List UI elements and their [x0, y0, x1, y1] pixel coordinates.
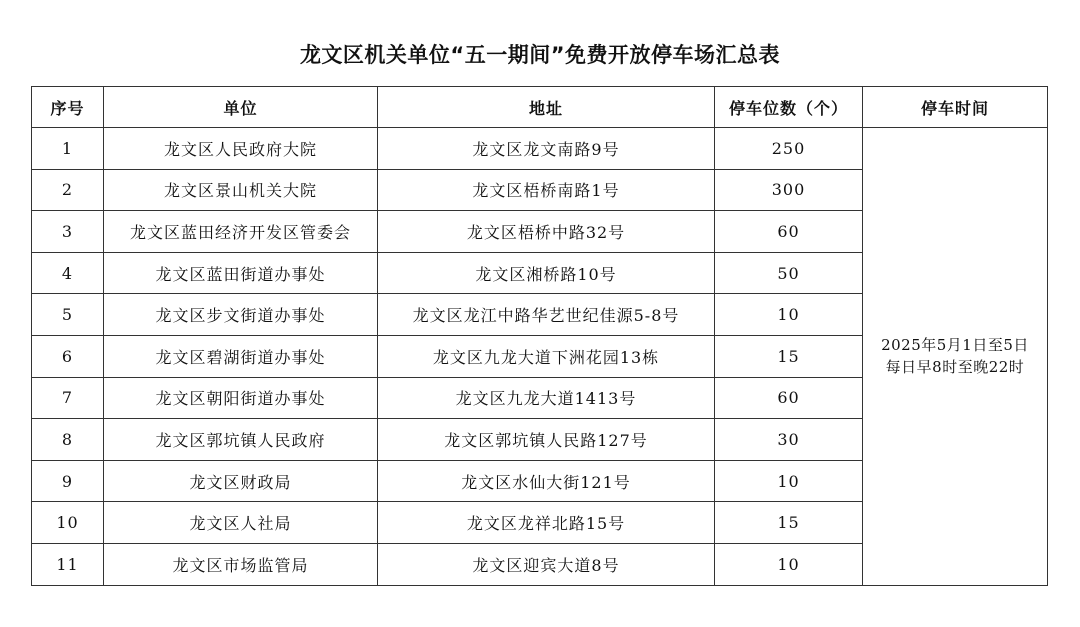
row-unit: 龙文区碧湖街道办事处	[104, 335, 378, 377]
row-unit: 龙文区郭坑镇人民政府	[104, 419, 378, 461]
row-address: 龙文区梧桥南路1号	[378, 169, 715, 211]
table-header-row	[32, 87, 1048, 128]
row-index: 2	[32, 169, 104, 211]
parking-time-hours: 每日早8时至晚22时	[885, 358, 1025, 377]
row-address: 龙文区水仙大街121号	[378, 460, 715, 502]
row-address: 龙文区湘桥路10号	[378, 252, 715, 294]
row-address: 龙文区郭坑镇人民路127号	[378, 419, 715, 461]
row-index: 11	[32, 543, 104, 585]
row-unit: 龙文区朝阳街道办事处	[104, 377, 378, 419]
row-address: 龙文区九龙大道1413号	[378, 377, 715, 419]
row-spaces: 10	[715, 294, 863, 336]
row-spaces: 10	[715, 543, 863, 585]
header-address: 地址	[378, 87, 715, 128]
row-spaces: 60	[715, 211, 863, 253]
row-spaces: 10	[715, 460, 863, 502]
row-spaces: 60	[715, 377, 863, 419]
row-index: 8	[32, 419, 104, 461]
row-unit: 龙文区步文街道办事处	[104, 294, 378, 336]
header-unit: 单位	[104, 87, 378, 128]
row-address: 龙文区九龙大道下洲花园13栋	[378, 335, 715, 377]
row-index: 4	[32, 252, 104, 294]
row-index: 7	[32, 377, 104, 419]
row-unit: 龙文区人民政府大院	[104, 128, 378, 170]
row-spaces: 300	[715, 169, 863, 211]
parking-time-dates: 2025年5月1日至5日	[881, 336, 1029, 355]
row-unit: 龙文区市场监管局	[104, 543, 378, 585]
row-spaces: 50	[715, 252, 863, 294]
parking-time-cell	[863, 128, 1048, 586]
row-index: 6	[32, 335, 104, 377]
parking-summary-table	[31, 86, 1048, 586]
row-unit: 龙文区蓝田经济开发区管委会	[104, 211, 378, 253]
row-spaces: 250	[715, 128, 863, 170]
row-address: 龙文区龙江中路华艺世纪佳源5-8号	[378, 294, 715, 336]
row-address: 龙文区龙祥北路15号	[378, 502, 715, 544]
row-unit: 龙文区蓝田街道办事处	[104, 252, 378, 294]
row-spaces: 15	[715, 502, 863, 544]
row-address: 龙文区迎宾大道8号	[378, 543, 715, 585]
row-spaces: 15	[715, 335, 863, 377]
row-address: 龙文区梧桥中路32号	[378, 211, 715, 253]
page-title: 龙文区机关单位“五一期间”免费开放停车场汇总表	[299, 43, 781, 67]
header-spaces: 停车位数（个）	[715, 87, 863, 128]
row-index: 1	[32, 128, 104, 170]
header-time: 停车时间	[863, 87, 1048, 128]
header-index: 序号	[32, 87, 104, 128]
row-unit: 龙文区财政局	[104, 460, 378, 502]
row-unit: 龙文区景山机关大院	[104, 169, 378, 211]
row-spaces: 30	[715, 419, 863, 461]
table-row	[32, 128, 1048, 170]
row-unit: 龙文区人社局	[104, 502, 378, 544]
row-index: 10	[32, 502, 104, 544]
row-address: 龙文区龙文南路9号	[378, 128, 715, 170]
row-index: 3	[32, 211, 104, 253]
row-index: 5	[32, 294, 104, 336]
row-index: 9	[32, 460, 104, 502]
